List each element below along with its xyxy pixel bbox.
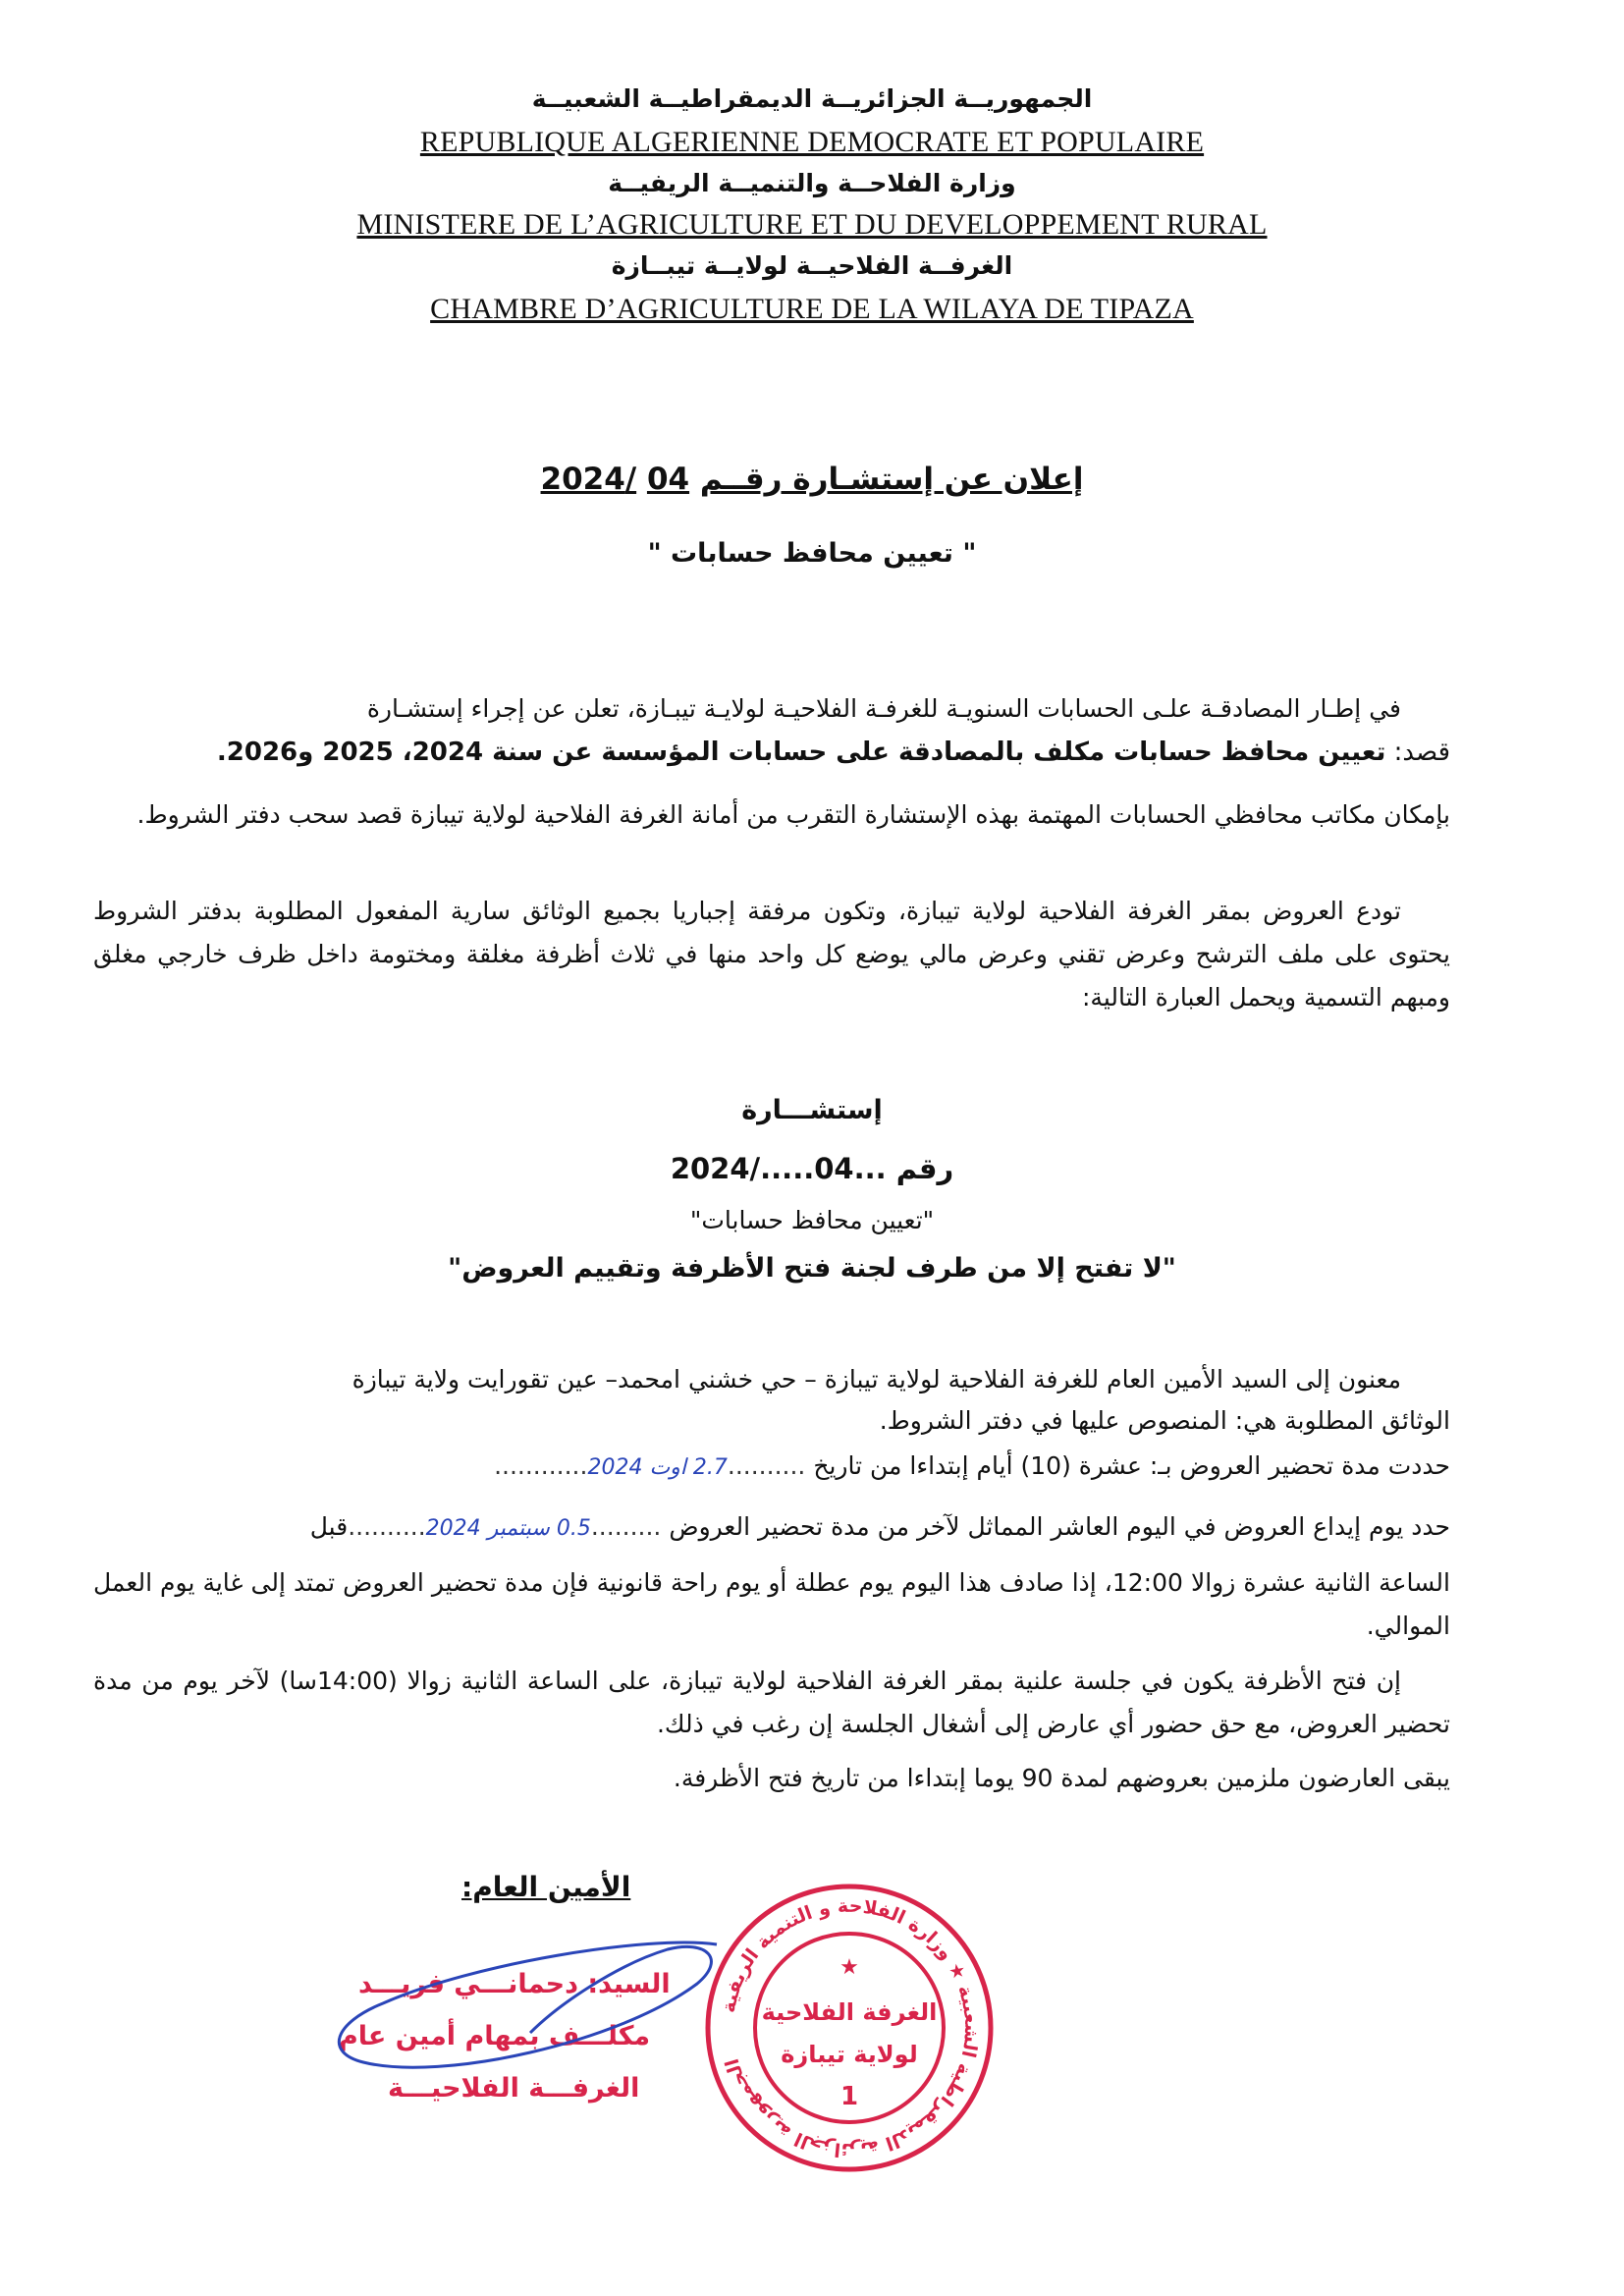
deadline-paragraph: الساعة الثانية عشرة زوالا 12:00، إذا صادف هذا اليوم يوم عطلة أو يوم راحة قانونية فإن مدة تحضير العروض تمتد إلى غاية يوم العمل الموالي. [93, 1568, 1450, 1640]
seal-number: 1 [839, 2082, 859, 2111]
signatory-name: السيد: دحمانـــي فريـــد [358, 1969, 671, 1999]
paragraph-2: بإمكان مكاتب محافظي الحسابات المهتمة بهذه الإستشارة التقرب من أمانة الغرفة الفلاحية لولاية تيبازة قصد سحب دفتر الشروط. [136, 800, 1450, 829]
paragraph-1 [93, 687, 1450, 774]
validity-line: يبقى العارضون ملزمين بعروضهم لمدة 90 يوما إبتداءا من تاريخ فتح الأظرفة. [673, 1764, 1450, 1792]
paragraph-1-bold: تعيين محافظ حسابات مكلف بالمصادقة على حسابات المؤسسة عن سنة 2024، 2025 و2026. [216, 738, 1386, 767]
envelope-subject: "تعيين محافظ حسابات" [689, 1206, 935, 1234]
duration-line: حددت مدة تحضير العروض بـ: عشرة (10) أيام إبتداءا من تاريخ ..........2.7 اوت 2024............ [494, 1451, 1450, 1480]
announcement-subtitle: " تعيين محافظ حسابات " [647, 538, 977, 569]
seal-center-line-2: لولاية تيبازة [781, 2041, 918, 2068]
title-prefix: إعلان عن إستشـارة رقــم [699, 462, 1084, 497]
header-ar-chamber: الغرفــة الفلاحيــة لولايــة تيبــازة [611, 251, 1013, 280]
deadline-handwritten-date: 0.5 سبتمبر 2024 [425, 1516, 591, 1541]
seal-ring-text: الجمهورية الجزائرية الديمقراطية الشعبية ★ وزارة الفلاحة و التنمية الريفية [718, 1894, 983, 2161]
signature-title: الأمين العام: [461, 1871, 631, 1903]
header-ar-republic: الجمهوريــة الجزائريــة الديمقراطيــة الشعبيــة [531, 84, 1093, 113]
duration-handwritten-date: 2.7 اوت 2024 [587, 1455, 728, 1480]
signatory-org: الغرفـــة الفلاحيـــة [388, 2073, 640, 2104]
documents-line: الوثائق المطلوبة هي: المنصوص عليها في دفتر الشروط. [879, 1406, 1450, 1435]
opening-paragraph: إن فتح الأظرفة يكون في جلسة علنية بمقر الغرفة الفلاحية لولاية تيبازة، على الساعة الثانية زوالا (14:00سا) لآخر يوم من مدة تحضير العروض، مع حق حضور أي عارض إلى أشغال الجلسة إن رغب في ذلك. [93, 1667, 1450, 1738]
seal-center-line-1: الغرفة الفلاحية [761, 1998, 938, 2026]
header-fr-ministry: MINISTERE DE L’AGRICULTURE ET DU DEVELOPPEMENT RURAL [356, 208, 1268, 241]
paragraph-1-line-1: في إطـار المصادقـة علـى الحسابات السنويـة للغرفـة الفلاحيـة لولايـة تيبـازة، تعلن عن إجراء إستشـارة [366, 694, 1401, 723]
deadline-line: حدد يوم إيداع العروض في اليوم العاشر المماثل لآخر من مدة تحضير العروض .........0.5 سبتمبر 2024..........قبل [309, 1512, 1450, 1541]
envelope-number: رقم ...04...../2024 [670, 1152, 954, 1185]
title-year: /2024 [540, 462, 637, 497]
deadline-suffix: قبل [309, 1512, 349, 1541]
official-seal [702, 1881, 997, 2175]
address-line: معنون إلى السيد الأمين العام للغرفة الفلاحية لولاية تيبازة – حي خشني امحمد– عين تقورايت ولاية تيبازة [352, 1365, 1401, 1394]
seal-star-icon: ★ [839, 1955, 859, 1980]
header-ar-ministry: وزارة الفلاحــة والتنميــة الريفيــة [608, 169, 1016, 197]
header-fr-republic: REPUBLIQUE ALGERIENNE DEMOCRATE ET POPULAIRE [419, 126, 1205, 158]
envelope-label: إستشـــارة [741, 1095, 883, 1125]
header-fr-chamber: CHAMBRE D’AGRICULTURE DE LA WILAYA DE TIPAZA [430, 293, 1194, 325]
handwritten-signature [324, 1925, 736, 2111]
envelope-warning: "لا تفتح إلا من طرف لجنة فتح الأظرفة وتقييم العروض" [448, 1253, 1176, 1284]
duration-text: حددت مدة تحضير العروض بـ: عشرة (10) أيام إبتداءا من تاريخ [813, 1451, 1450, 1480]
announcement-title [0, 462, 1624, 497]
title-number: 04 [646, 462, 690, 497]
paragraph-3: تودع العروض بمقر الغرفة الفلاحية لولاية تيبازة، وتكون مرفقة إجباريا بجميع الوثائق سارية المفعول المطلوبة بدفتر الشروط يحتوى على ملف الترشح وعرض تقني وعرض مالي يوضع كل واحد منها في ثلاث أظرفة مغلقة ومختومة داخل ظرف خارجي مغلق ومبهم التسمية ويحمل العبارة التالية: [93, 897, 1450, 1011]
paragraph-1-line-2 [93, 731, 1450, 774]
paragraph-1-prefix: قصد: [1385, 738, 1450, 767]
deadline-text: حدد يوم إيداع العروض في اليوم العاشر المماثل لآخر من مدة تحضير العروض [669, 1512, 1450, 1541]
signatory-role: مكلـــف بمهام أمين عام [339, 2021, 651, 2051]
